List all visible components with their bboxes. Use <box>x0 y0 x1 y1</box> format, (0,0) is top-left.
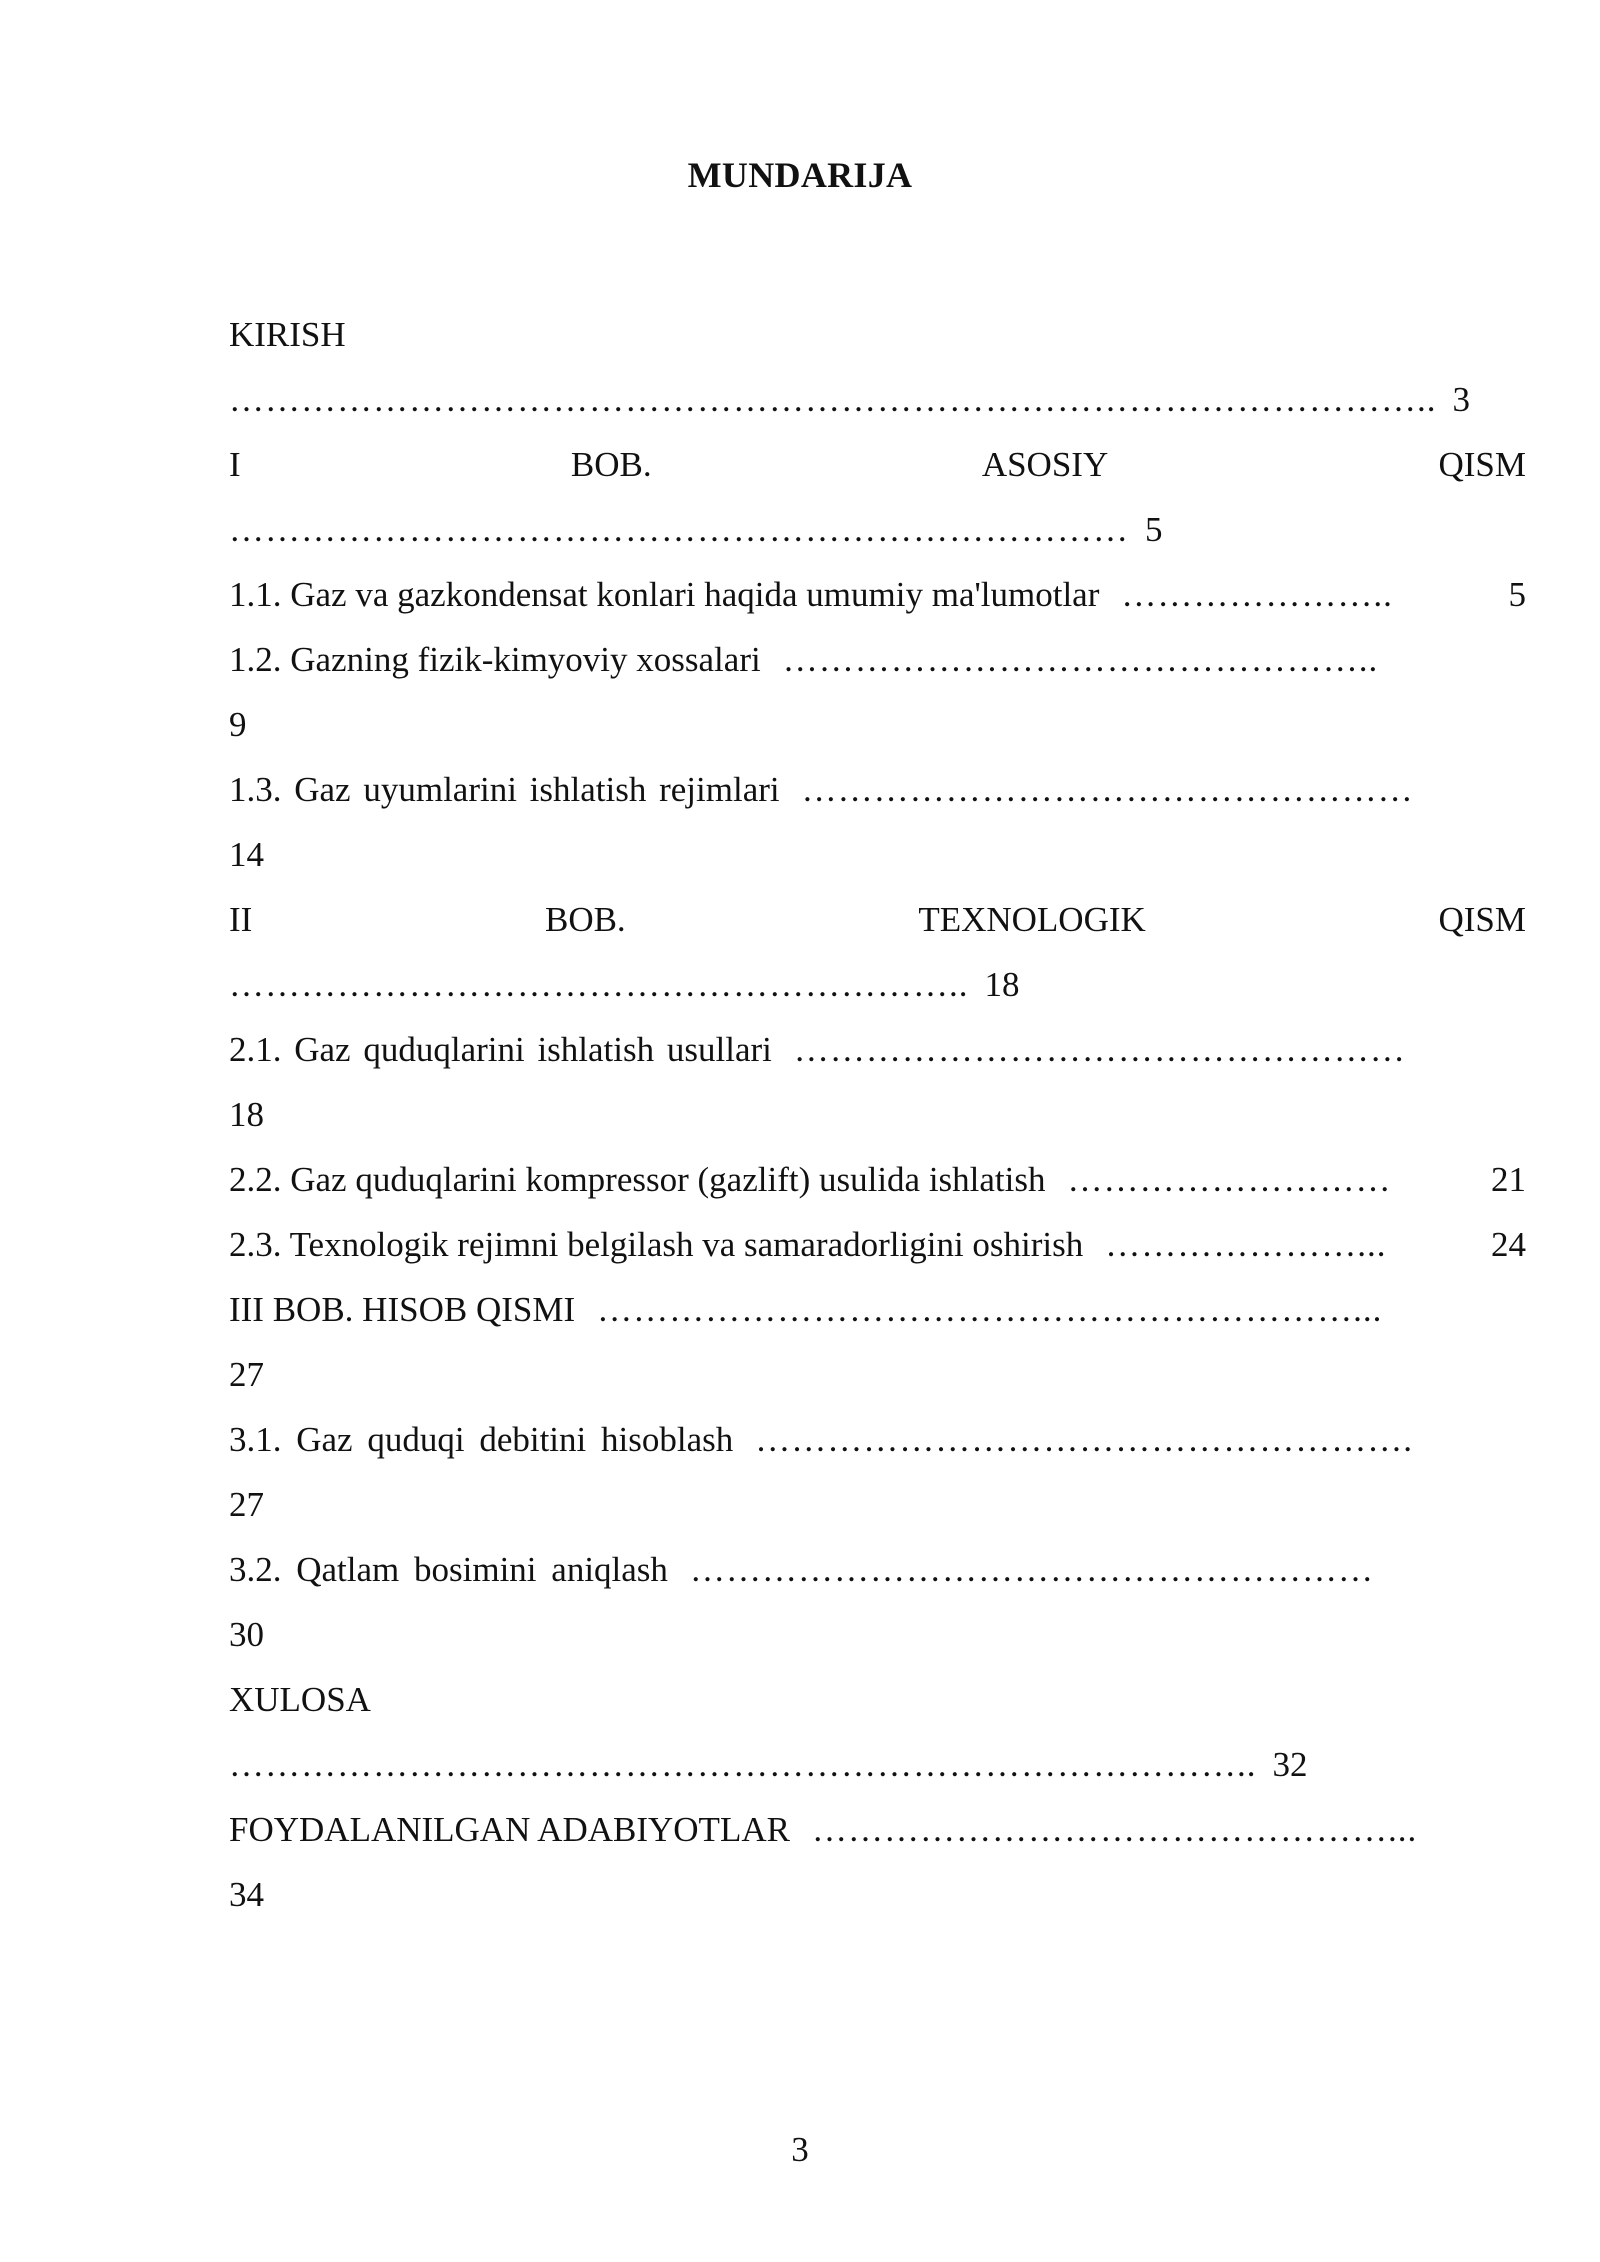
toc-entry-1-3-page <box>229 822 1526 887</box>
toc-entry-2-1-page <box>229 1082 1526 1147</box>
toc-entry-2-3 <box>229 1212 1526 1277</box>
toc-dots: …………………... <box>1105 1225 1387 1264</box>
toc-dots: ………………………………………………. <box>755 1420 1413 1459</box>
toc-label: XULOSA <box>229 1680 371 1719</box>
toc-word: QISM <box>1438 445 1526 484</box>
toc-page-number: 24 <box>1491 1225 1526 1264</box>
toc-entry-1-2-page <box>229 692 1526 757</box>
toc-entry-3-1 <box>229 1407 1526 1472</box>
toc-dots: ……………………… <box>1067 1160 1392 1199</box>
toc-dots: ………………………………………………………………………….. <box>229 1745 1257 1784</box>
page-footer-number: 3 <box>791 2130 809 2169</box>
toc-page-number: 18 <box>229 1095 264 1134</box>
toc-entry-bob2-label <box>229 887 1526 952</box>
toc-word: II <box>229 900 253 939</box>
toc-word: BOB. <box>544 900 626 939</box>
toc-label: 2.3. Texnologik rejimni belgilash va samaradorligini oshirish <box>229 1225 1084 1264</box>
toc-dots: ………………………………………………… <box>689 1550 1374 1589</box>
toc-page-number: 27 <box>229 1355 264 1394</box>
table-of-contents <box>229 302 1526 1927</box>
toc-dots: …………………………………………... <box>811 1810 1418 1849</box>
toc-word: TEXNOLOGIK <box>918 900 1146 939</box>
toc-word: I <box>229 445 241 484</box>
toc-entry-1-3 <box>229 757 1526 822</box>
toc-dots: ………………………………………….. <box>782 640 1379 679</box>
toc-entry-3-2 <box>229 1537 1526 1602</box>
toc-page-number: 32 <box>1272 1745 1308 1784</box>
toc-entry-xulosa-leader <box>229 1732 1526 1797</box>
toc-dots: ………………………………………………………... <box>597 1290 1383 1329</box>
toc-dots: ………………………………………………………………… <box>229 510 1129 549</box>
toc-label: 1.3. Gaz uyumlarini ishlatish rejimlari <box>229 770 780 809</box>
toc-page-number: 18 <box>984 965 1020 1004</box>
toc-page-number: 27 <box>229 1485 264 1524</box>
toc-page-number: 30 <box>229 1615 264 1654</box>
toc-label: 2.2. Gaz quduqlarini kompressor (gazlift) usulida ishlatish <box>229 1160 1046 1199</box>
toc-entry-3-1-page <box>229 1472 1526 1537</box>
toc-entry-bob3 <box>229 1277 1526 1342</box>
toc-entry-xulosa-label <box>229 1667 1526 1732</box>
toc-label: III BOB. HISOB QISMI <box>229 1290 576 1329</box>
toc-page-number: 5 <box>1508 575 1526 614</box>
toc-entry-3-2-page <box>229 1602 1526 1667</box>
toc-label: KIRISH <box>229 315 346 354</box>
page-title: MUNDARIJA <box>687 155 913 195</box>
toc-label: FOYDALANILGAN ADABIYOTLAR <box>229 1810 790 1849</box>
toc-dots: ……………………………………………………………………………………….. <box>229 380 1437 419</box>
toc-entry-kirish-leader <box>229 367 1526 432</box>
toc-label: 1.1. Gaz va gazkondensat konlari haqida umumiy ma'lumotlar <box>229 575 1100 614</box>
toc-word: BOB. <box>570 445 652 484</box>
toc-label: 1.2. Gazning fizik-kimyoviy xossalari <box>229 640 761 679</box>
toc-entry-2-2 <box>229 1147 1526 1212</box>
toc-entry-2-1 <box>229 1017 1526 1082</box>
toc-entry-bob3-page <box>229 1342 1526 1407</box>
toc-word: ASOSIY <box>981 445 1109 484</box>
toc-word: QISM <box>1438 900 1526 939</box>
toc-page-number: 5 <box>1145 510 1163 549</box>
toc-label: 3.1. Gaz quduqi debitini hisoblash <box>229 1420 734 1459</box>
toc-entry-bob1-leader <box>229 497 1526 562</box>
toc-page-number: 14 <box>229 835 264 874</box>
toc-label: 2.1. Gaz quduqlarini ishlatish usullari <box>229 1030 772 1069</box>
toc-label: 3.2. Qatlam bosimini aniqlash <box>229 1550 668 1589</box>
toc-page-number: 34 <box>229 1875 264 1914</box>
toc-dots: ………………….. <box>1121 575 1393 614</box>
toc-page-number: 9 <box>229 705 247 744</box>
toc-entry-bob2-leader <box>229 952 1526 1017</box>
toc-entry-bob1-label <box>229 432 1526 497</box>
toc-entry-kirish-label <box>229 302 1526 367</box>
toc-entry-1-2 <box>229 627 1526 692</box>
toc-dots: …………………………………………… <box>801 770 1414 809</box>
toc-entry-adabiyotlar <box>229 1797 1526 1862</box>
toc-entry-1-1 <box>229 562 1526 627</box>
toc-dots: …………………………………………… <box>793 1030 1406 1069</box>
toc-page-number: 3 <box>1452 380 1470 419</box>
toc-dots: …………………………………………………….. <box>229 965 969 1004</box>
toc-entry-adabiyotlar-page <box>229 1862 1526 1927</box>
toc-page-number: 21 <box>1491 1160 1526 1199</box>
